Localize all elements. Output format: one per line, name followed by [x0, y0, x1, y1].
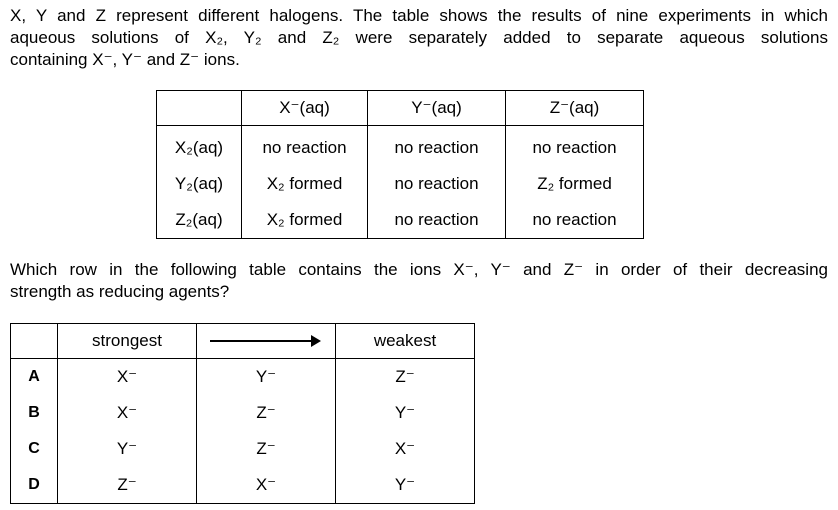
option-key: A: [11, 359, 58, 396]
table-row: [157, 166, 644, 202]
option-row-a[interactable]: [11, 359, 475, 396]
option-value: X⁻: [58, 395, 197, 431]
arrow-header-cell: [197, 324, 336, 359]
table-cell: X₂ formed: [242, 166, 368, 202]
option-value: X⁻: [336, 431, 475, 467]
key-header-cell: [11, 324, 58, 359]
option-value: Y⁻: [197, 359, 336, 396]
option-row-b[interactable]: [11, 395, 475, 431]
header-cell: [157, 91, 242, 126]
option-key: C: [11, 431, 58, 467]
prompt-line: strength as reducing agents?: [10, 282, 230, 301]
header-cell: Z⁻(aq): [506, 91, 644, 126]
row-label: Y₂(aq): [157, 166, 242, 202]
option-row-c[interactable]: [11, 431, 475, 467]
options-table: [10, 323, 475, 504]
stem-line: X, Y and Z represent different halogens. The table shows the results of nine experiments in which: [10, 6, 828, 25]
option-value: Y⁻: [336, 395, 475, 431]
header-cell: Y⁻(aq): [368, 91, 506, 126]
row-label: X₂(aq): [157, 126, 242, 167]
table-cell: no reaction: [506, 202, 644, 239]
table-cell: no reaction: [368, 202, 506, 239]
option-value: X⁻: [58, 359, 197, 396]
table-cell: X₂ formed: [242, 202, 368, 239]
table-row: [157, 202, 644, 239]
table-cell: no reaction: [368, 166, 506, 202]
results-table: [156, 90, 644, 239]
options-header-row: [11, 324, 475, 359]
table-cell: Z₂ formed: [506, 166, 644, 202]
header-cell: X⁻(aq): [242, 91, 368, 126]
right-arrow-icon: [210, 340, 313, 342]
stem-line: aqueous solutions of X₂, Y₂ and Z₂ were separately added to separate aqueous solutions: [10, 28, 828, 47]
option-value: Z⁻: [197, 431, 336, 467]
weakest-header: weakest: [336, 324, 475, 359]
option-value: Z⁻: [58, 467, 197, 504]
option-value: Y⁻: [336, 467, 475, 504]
strongest-header: strongest: [58, 324, 197, 359]
table-cell: no reaction: [368, 126, 506, 167]
arrow-head-icon: [311, 335, 321, 347]
table-cell: no reaction: [506, 126, 644, 167]
option-value: X⁻: [197, 467, 336, 504]
option-value: Y⁻: [58, 431, 197, 467]
option-value: Z⁻: [336, 359, 475, 396]
stem-line: containing X⁻, Y⁻ and Z⁻ ions.: [10, 50, 240, 69]
table-header-row: [157, 91, 644, 126]
option-key: D: [11, 467, 58, 504]
option-row-d[interactable]: [11, 467, 475, 504]
prompt-line: Which row in the following table contains the ions X⁻, Y⁻ and Z⁻ in order of their decreasing: [10, 260, 828, 279]
row-label: Z₂(aq): [157, 202, 242, 239]
table-cell: no reaction: [242, 126, 368, 167]
option-key: B: [11, 395, 58, 431]
question-stem: [10, 5, 828, 71]
option-value: Z⁻: [197, 395, 336, 431]
table-row: [157, 126, 644, 167]
question-prompt: [10, 259, 828, 303]
